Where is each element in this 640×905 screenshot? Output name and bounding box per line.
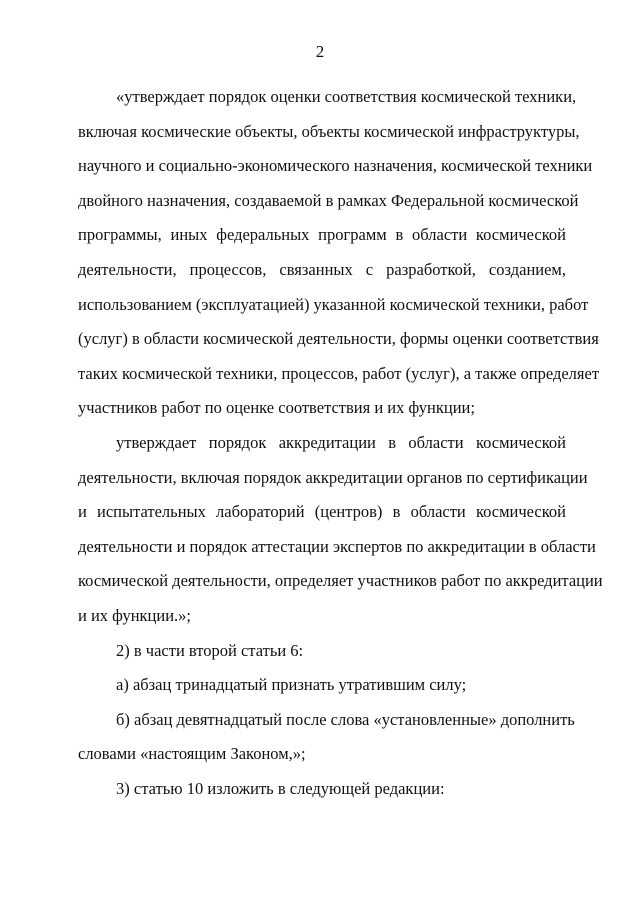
text-line: б) абзац девятнадцатый после слова «установленные» дополнить	[116, 709, 575, 729]
text-line: словами «настоящим Законом,»;	[78, 744, 306, 764]
text-line: «утверждает порядок оценки соответствия космической техники,	[116, 87, 577, 106]
paragraph-accreditation-procedure	[78, 426, 603, 634]
text-line: использованием (эксплуатацией) указанной космической техники, работ	[78, 294, 589, 314]
text-line: таких космической техники, процессов, работ (услуг), а также определяет	[78, 363, 600, 383]
text-line: 3) статью 10 изложить в следующей редакции:	[116, 778, 445, 798]
text-line: участников работ по оценке соответствия и их функции;	[78, 398, 475, 418]
paragraph-item-3	[78, 772, 566, 807]
text-line: программы, иных федеральных программ в области космической	[78, 225, 566, 245]
text-line: космической деятельности, определяет участников работ по аккредитации	[78, 571, 603, 591]
paragraph-item-b	[78, 703, 575, 772]
text-line: а) абзац тринадцатый признать утратившим силу;	[116, 675, 467, 695]
text-line: включая космические объекты, объекты космической инфраструктуры,	[78, 121, 580, 141]
text-line: и испытательных лабораторий (центров) в области космической	[78, 502, 566, 522]
page-number: 2	[315, 42, 325, 61]
paragraph-item-2	[78, 634, 566, 669]
text-line: и их функции.»;	[78, 605, 191, 625]
text-line: двойного назначения, создаваемой в рамках Федеральной космической	[78, 190, 579, 210]
text-line: (услуг) в области космической деятельности, формы оценки соответствия	[78, 329, 599, 349]
text-line: деятельности, процессов, связанных с разработкой, созданием,	[78, 259, 566, 279]
paragraph-item-a	[78, 668, 566, 703]
document-body	[78, 80, 603, 806]
text-line: научного и социально-экономического назначения, космической техники	[78, 156, 593, 176]
text-line: деятельности, включая порядок аккредитации органов по сертификации	[78, 467, 588, 487]
text-line: 2) в части второй статьи 6:	[116, 640, 304, 660]
text-line: утверждает порядок аккредитации в области космической	[116, 432, 566, 452]
paragraph-assessment-procedure	[78, 80, 600, 426]
text-line: деятельности и порядок аттестации экспертов по аккредитации в области	[78, 536, 596, 556]
